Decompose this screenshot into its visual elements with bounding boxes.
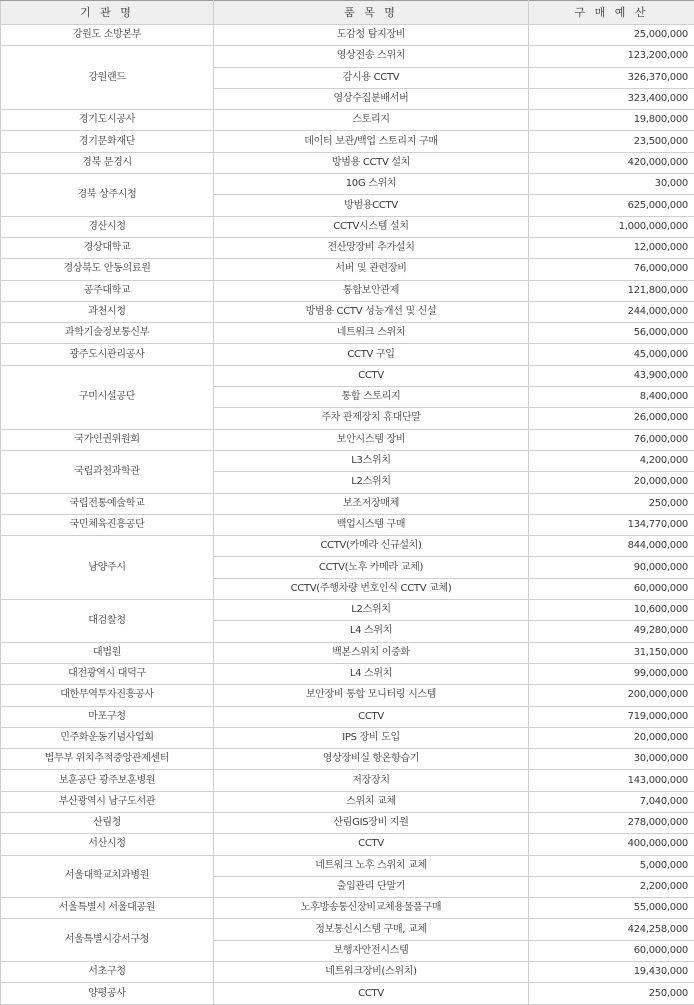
table-row — [1, 131, 694, 152]
item-cell: L2스위치 — [214, 600, 529, 621]
item-cell: 전산망장비 추가설치 — [214, 237, 529, 258]
header-agency: 기 관 명 — [1, 1, 214, 25]
amount-cell: 719,000,000 — [529, 706, 694, 727]
item-cell: 네트워크 노후 스위치 교체 — [214, 855, 529, 876]
amount-cell: 250,000 — [529, 983, 694, 1004]
amount-cell: 43,900,000 — [529, 365, 694, 386]
agency-cell: 경북 상주시청 — [1, 174, 214, 217]
amount-cell: 90,000,000 — [529, 557, 694, 578]
table-row — [1, 600, 694, 621]
amount-cell: 99,000,000 — [529, 663, 694, 684]
amount-cell: 326,370,000 — [529, 67, 694, 88]
item-cell: 데이터 보관/백업 스토리지 구매 — [214, 131, 529, 152]
agency-cell: 국가인권위원회 — [1, 429, 214, 450]
amount-cell: 76,000,000 — [529, 259, 694, 280]
table-row — [1, 727, 694, 748]
amount-cell: 8,400,000 — [529, 387, 694, 408]
amount-cell: 844,000,000 — [529, 536, 694, 557]
agency-cell: 구미시설공단 — [1, 365, 214, 429]
amount-cell: 424,258,000 — [529, 919, 694, 940]
amount-cell: 30,000,000 — [529, 749, 694, 770]
agency-cell: 경기문화재단 — [1, 131, 214, 152]
table-row — [1, 493, 694, 514]
agency-cell: 대전광역시 대덕구 — [1, 663, 214, 684]
item-cell: CCTV — [214, 706, 529, 727]
item-cell: 스토리지 — [214, 110, 529, 131]
amount-cell: 625,000,000 — [529, 195, 694, 216]
table-row — [1, 323, 694, 344]
agency-cell: 서울특별시 서울대공원 — [1, 898, 214, 919]
item-cell: 백본스위치 이중화 — [214, 642, 529, 663]
item-cell: 출입관리 단말기 — [214, 876, 529, 897]
item-cell: 통합 스토리지 — [214, 387, 529, 408]
item-cell: CCTV시스템 설치 — [214, 216, 529, 237]
amount-cell: 323,400,000 — [529, 88, 694, 109]
table-row — [1, 706, 694, 727]
amount-cell: 19,800,000 — [529, 110, 694, 131]
amount-cell: 60,000,000 — [529, 940, 694, 961]
amount-cell: 143,000,000 — [529, 770, 694, 791]
item-cell: CCTV 구입 — [214, 344, 529, 365]
amount-cell: 2,200,000 — [529, 876, 694, 897]
item-cell: 보조저장매체 — [214, 493, 529, 514]
agency-cell: 서울특별시강서구청 — [1, 919, 214, 962]
item-cell: CCTV(노후 카메라 교체) — [214, 557, 529, 578]
amount-cell: 26,000,000 — [529, 408, 694, 429]
amount-cell: 20,000,000 — [529, 727, 694, 748]
table-row — [1, 110, 694, 131]
amount-cell: 278,000,000 — [529, 812, 694, 833]
table-row — [1, 812, 694, 833]
agency-cell: 민주화운동기념사업회 — [1, 727, 214, 748]
table-row — [1, 46, 694, 67]
amount-cell: 49,280,000 — [529, 621, 694, 642]
item-cell: CCTV(주행차량 번호인식 CCTV 교체) — [214, 578, 529, 599]
table-row — [1, 259, 694, 280]
amount-cell: 121,800,000 — [529, 280, 694, 301]
item-cell: CCTV — [214, 983, 529, 1004]
amount-cell: 123,200,000 — [529, 46, 694, 67]
agency-cell: 대검찰청 — [1, 600, 214, 643]
table-row — [1, 962, 694, 983]
agency-cell: 경기도시공사 — [1, 110, 214, 131]
item-cell: 스위치 교체 — [214, 791, 529, 812]
item-cell: 영상전송 스위치 — [214, 46, 529, 67]
header-budget: 구 매 예 산 — [529, 1, 694, 25]
item-cell: 방범용 CCTV 성능개선 및 신설 — [214, 301, 529, 322]
item-cell: CCTV — [214, 365, 529, 386]
item-cell: 서버 및 관련장비 — [214, 259, 529, 280]
table-row — [1, 685, 694, 706]
table-row — [1, 280, 694, 301]
amount-cell: 76,000,000 — [529, 429, 694, 450]
amount-cell: 244,000,000 — [529, 301, 694, 322]
amount-cell: 12,000,000 — [529, 237, 694, 258]
header-row — [1, 1, 694, 25]
table-row — [1, 25, 694, 46]
agency-cell: 강원랜드 — [1, 46, 214, 110]
item-cell: 방범용CCTV — [214, 195, 529, 216]
table-row — [1, 642, 694, 663]
agency-cell: 서산시청 — [1, 834, 214, 855]
agency-cell: 양평공사 — [1, 983, 214, 1004]
table-row — [1, 663, 694, 684]
agency-cell: 대법원 — [1, 642, 214, 663]
table-row — [1, 344, 694, 365]
agency-cell: 남양주시 — [1, 536, 214, 600]
amount-cell: 5,000,000 — [529, 855, 694, 876]
agency-cell: 광주도시관리공사 — [1, 344, 214, 365]
agency-cell: 대한무역투자진흥공사 — [1, 685, 214, 706]
table-row — [1, 536, 694, 557]
amount-cell: 10,600,000 — [529, 600, 694, 621]
header-item: 품 목 명 — [214, 1, 529, 25]
table-row — [1, 429, 694, 450]
amount-cell: 1,000,000,000 — [529, 216, 694, 237]
table-row — [1, 152, 694, 173]
amount-cell: 23,500,000 — [529, 131, 694, 152]
table-row — [1, 749, 694, 770]
item-cell: 저장장치 — [214, 770, 529, 791]
table-row — [1, 834, 694, 855]
amount-cell: 400,000,000 — [529, 834, 694, 855]
item-cell: 보안장비 통합 모니터링 시스템 — [214, 685, 529, 706]
item-cell: 도감청 탐지장비 — [214, 25, 529, 46]
agency-cell: 산림청 — [1, 812, 214, 833]
agency-cell: 경상북도 안동의료원 — [1, 259, 214, 280]
item-cell: L2스위치 — [214, 472, 529, 493]
amount-cell: 25,000,000 — [529, 25, 694, 46]
item-cell: 보행자안전시스템 — [214, 940, 529, 961]
item-cell: L4 스위치 — [214, 663, 529, 684]
agency-cell: 서울대학교치과병원 — [1, 855, 214, 898]
amount-cell: 250,000 — [529, 493, 694, 514]
item-cell: 감시용 CCTV — [214, 67, 529, 88]
table-body — [1, 25, 694, 1005]
item-cell: 네트워크장비(스위치) — [214, 962, 529, 983]
item-cell: 영상장비실 항온항습기 — [214, 749, 529, 770]
agency-cell: 경상대학교 — [1, 237, 214, 258]
agency-cell: 국립과천과학관 — [1, 450, 214, 493]
table-row — [1, 983, 694, 1004]
table-row — [1, 301, 694, 322]
table-row — [1, 855, 694, 876]
amount-cell: 200,000,000 — [529, 685, 694, 706]
agency-cell: 과천시청 — [1, 301, 214, 322]
table-row — [1, 216, 694, 237]
table-row — [1, 514, 694, 535]
item-cell: 정보통신시스템 구매, 교체 — [214, 919, 529, 940]
amount-cell: 45,000,000 — [529, 344, 694, 365]
item-cell: 백업시스템 구매 — [214, 514, 529, 535]
item-cell: L3스위치 — [214, 450, 529, 471]
amount-cell: 19,430,000 — [529, 962, 694, 983]
agency-cell: 국민체육진흥공단 — [1, 514, 214, 535]
table-row — [1, 174, 694, 195]
agency-cell: 법무부 위치추적중앙관제센터 — [1, 749, 214, 770]
item-cell: 산림GIS장비 지원 — [214, 812, 529, 833]
table-row — [1, 791, 694, 812]
agency-cell: 공주대학교 — [1, 280, 214, 301]
item-cell: IPS 장비 도입 — [214, 727, 529, 748]
item-cell: 영상수집분배서버 — [214, 88, 529, 109]
agency-cell: 경산시청 — [1, 216, 214, 237]
item-cell: CCTV(카메라 신규설치) — [214, 536, 529, 557]
agency-cell: 과학기술정보통신부 — [1, 323, 214, 344]
amount-cell: 134,770,000 — [529, 514, 694, 535]
amount-cell: 420,000,000 — [529, 152, 694, 173]
item-cell: 통합보안관제 — [214, 280, 529, 301]
agency-cell: 부산광역시 남구도서관 — [1, 791, 214, 812]
agency-cell: 서초구청 — [1, 962, 214, 983]
item-cell: L4 스위치 — [214, 621, 529, 642]
item-cell: 10G 스위치 — [214, 174, 529, 195]
item-cell: 노후방송통신장비교체용물품구매 — [214, 898, 529, 919]
item-cell: CCTV — [214, 834, 529, 855]
table-row — [1, 919, 694, 940]
agency-cell: 마포구청 — [1, 706, 214, 727]
table-row — [1, 770, 694, 791]
amount-cell: 30,000 — [529, 174, 694, 195]
amount-cell: 7,040,000 — [529, 791, 694, 812]
amount-cell: 31,150,000 — [529, 642, 694, 663]
item-cell: 보안시스템 장비 — [214, 429, 529, 450]
amount-cell: 55,000,000 — [529, 898, 694, 919]
amount-cell: 56,000,000 — [529, 323, 694, 344]
agency-cell: 경북 문경시 — [1, 152, 214, 173]
agency-cell: 강원도 소방본부 — [1, 25, 214, 46]
item-cell: 주차 관제장치 휴대단말 — [214, 408, 529, 429]
agency-cell: 보훈공단 광주보훈병원 — [1, 770, 214, 791]
table-row — [1, 450, 694, 471]
table-row — [1, 237, 694, 258]
amount-cell: 60,000,000 — [529, 578, 694, 599]
agency-cell: 국립전통예술학교 — [1, 493, 214, 514]
item-cell: 방범용 CCTV 설치 — [214, 152, 529, 173]
amount-cell: 20,000,000 — [529, 472, 694, 493]
table-row — [1, 365, 694, 386]
item-cell: 네트워크 스위치 — [214, 323, 529, 344]
amount-cell: 4,200,000 — [529, 450, 694, 471]
table-row — [1, 898, 694, 919]
